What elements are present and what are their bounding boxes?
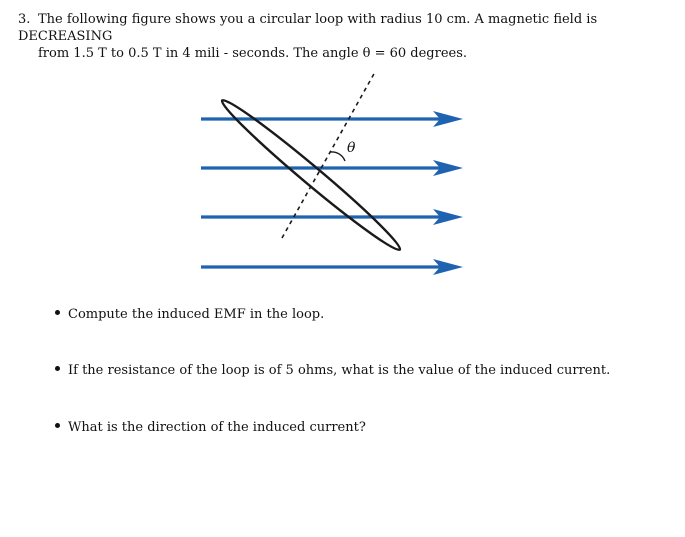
figure-svg bbox=[195, 62, 475, 284]
problem-number: 3. bbox=[18, 12, 31, 27]
question-text-3: What is the direction of the induced current? bbox=[68, 420, 366, 435]
question-item-2 bbox=[55, 362, 610, 379]
problem-statement bbox=[18, 11, 668, 62]
question-text-1: Compute the induced EMF in the loop. bbox=[68, 307, 325, 322]
question-text-2: If the resistance of the loop is of 5 ohms, what is the value of the induced current. bbox=[68, 363, 611, 378]
problem-text-line-1: The following figure shows you a circular loop with radius 10 cm. A magnetic field is DECREASING bbox=[18, 12, 598, 44]
question-item-3 bbox=[55, 419, 366, 436]
bullet-dot-icon bbox=[55, 423, 60, 428]
field-lines bbox=[201, 111, 463, 275]
bullet-dot-icon bbox=[55, 310, 60, 315]
angle-arc bbox=[331, 152, 346, 161]
loop-field-figure bbox=[195, 62, 475, 284]
normal-dashed-line bbox=[282, 72, 375, 238]
problem-text-line-2: from 1.5 T to 0.5 T in 4 mili - seconds. The angle θ = 60 degrees. bbox=[38, 46, 468, 61]
question-item-1 bbox=[55, 306, 324, 323]
problem-line-1 bbox=[18, 11, 668, 45]
bullet-dot-icon bbox=[55, 366, 60, 371]
angle-label: θ bbox=[347, 140, 356, 156]
